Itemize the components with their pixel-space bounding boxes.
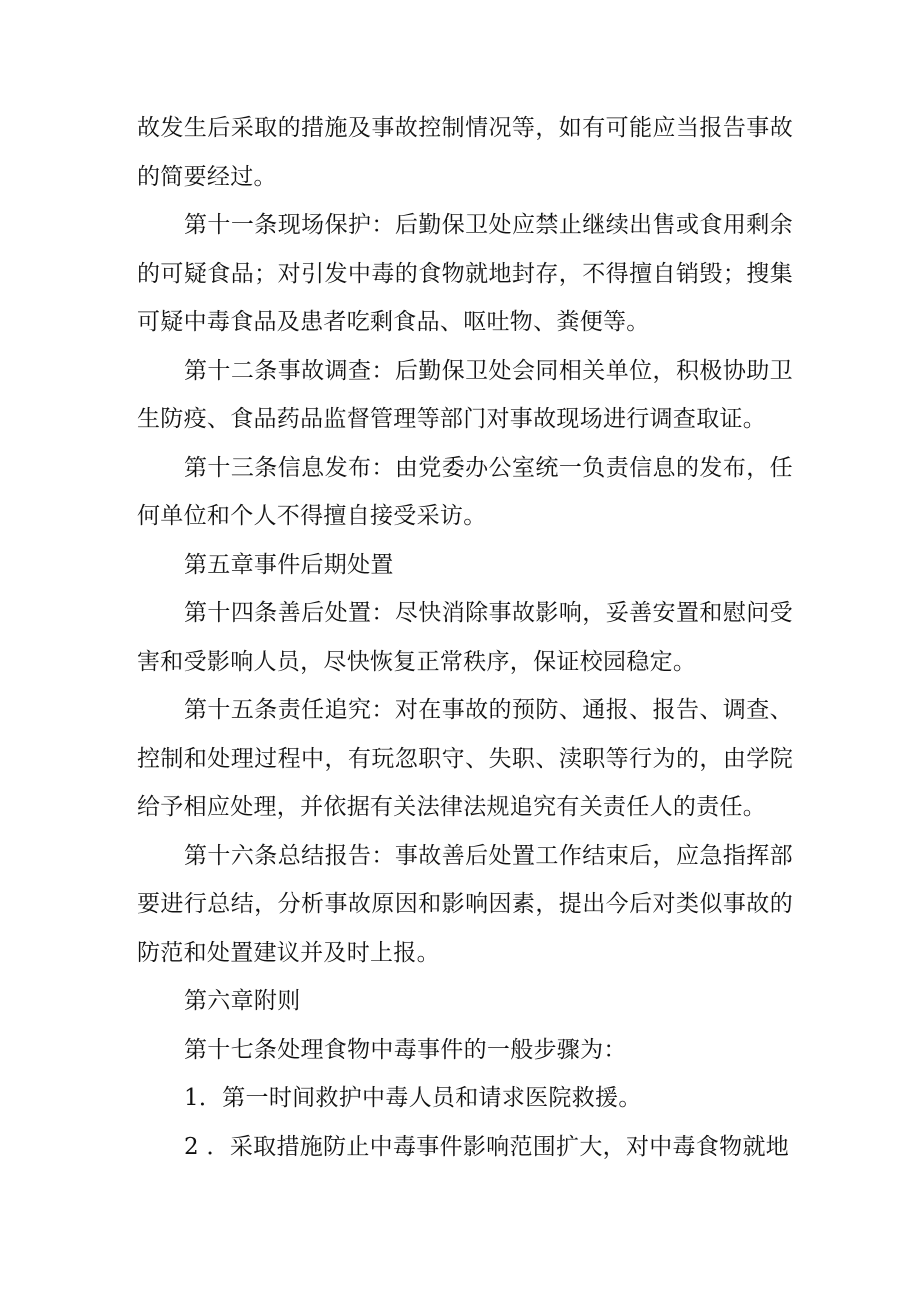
step-1: 1．第一时间救护中毒人员和请求医院救援。 xyxy=(184,1085,642,1111)
article-13-information-release: 第十三条信息发布：由党委办公室统一负责信息的发布，任何单位和个人不得擅自接受采访。 xyxy=(137,454,793,529)
chapter-6-heading: 第六章附则 xyxy=(184,988,301,1014)
article-12-accident-investigation: 第十二条事故调查：后勤保卫处会同相关单位，积极协助卫生防疫、食品药品监督管理等部门对事故现场进行调查取证。 xyxy=(137,357,793,432)
step-2: 2 ．采取措施防止中毒事件影响范围扩大，对中毒食物就地 xyxy=(184,1133,790,1160)
article-16-summary-report: 第十六条总结报告：事故善后处置工作结束后，应急指挥部要进行总结，分析事故原因和影响因素，提出今后对类似事故的防范和处置建议并及时上报。 xyxy=(137,842,793,966)
chapter-5-heading: 第五章事件后期处置 xyxy=(184,551,394,578)
document-body xyxy=(137,104,793,1171)
article-14-aftermath-handling: 第十四条善后处置：尽快消除事故影响，妥善安置和慰问受害和受影响人员，尽快恢复正常秩序，保证校园稳定。 xyxy=(137,600,793,675)
article-15-accountability: 第十五条责任追究：对在事故的预防、通报、报告、调查、控制和处理过程中，有玩忽职守、失职、渎职等行为的，由学院给予相应处理，并依据有关法律法规追究有关责任人的责任。 xyxy=(137,697,793,820)
article-11-site-protection: 第十一条现场保护：后勤保卫处应禁止继续出售或食用剩余的可疑食品；对引发中毒的食物就地封存，不得擅自销毁；搜集可疑中毒食品及患者吃剩食品、呕吐物、粪便等。 xyxy=(137,212,793,335)
paragraph-continuation: 故发生后采取的措施及事故控制情况等，如有可能应当报告事故的简要经过。 xyxy=(137,115,793,190)
article-17-general-steps: 第十七条处理食物中毒事件的一般步骤为： xyxy=(184,1036,627,1063)
